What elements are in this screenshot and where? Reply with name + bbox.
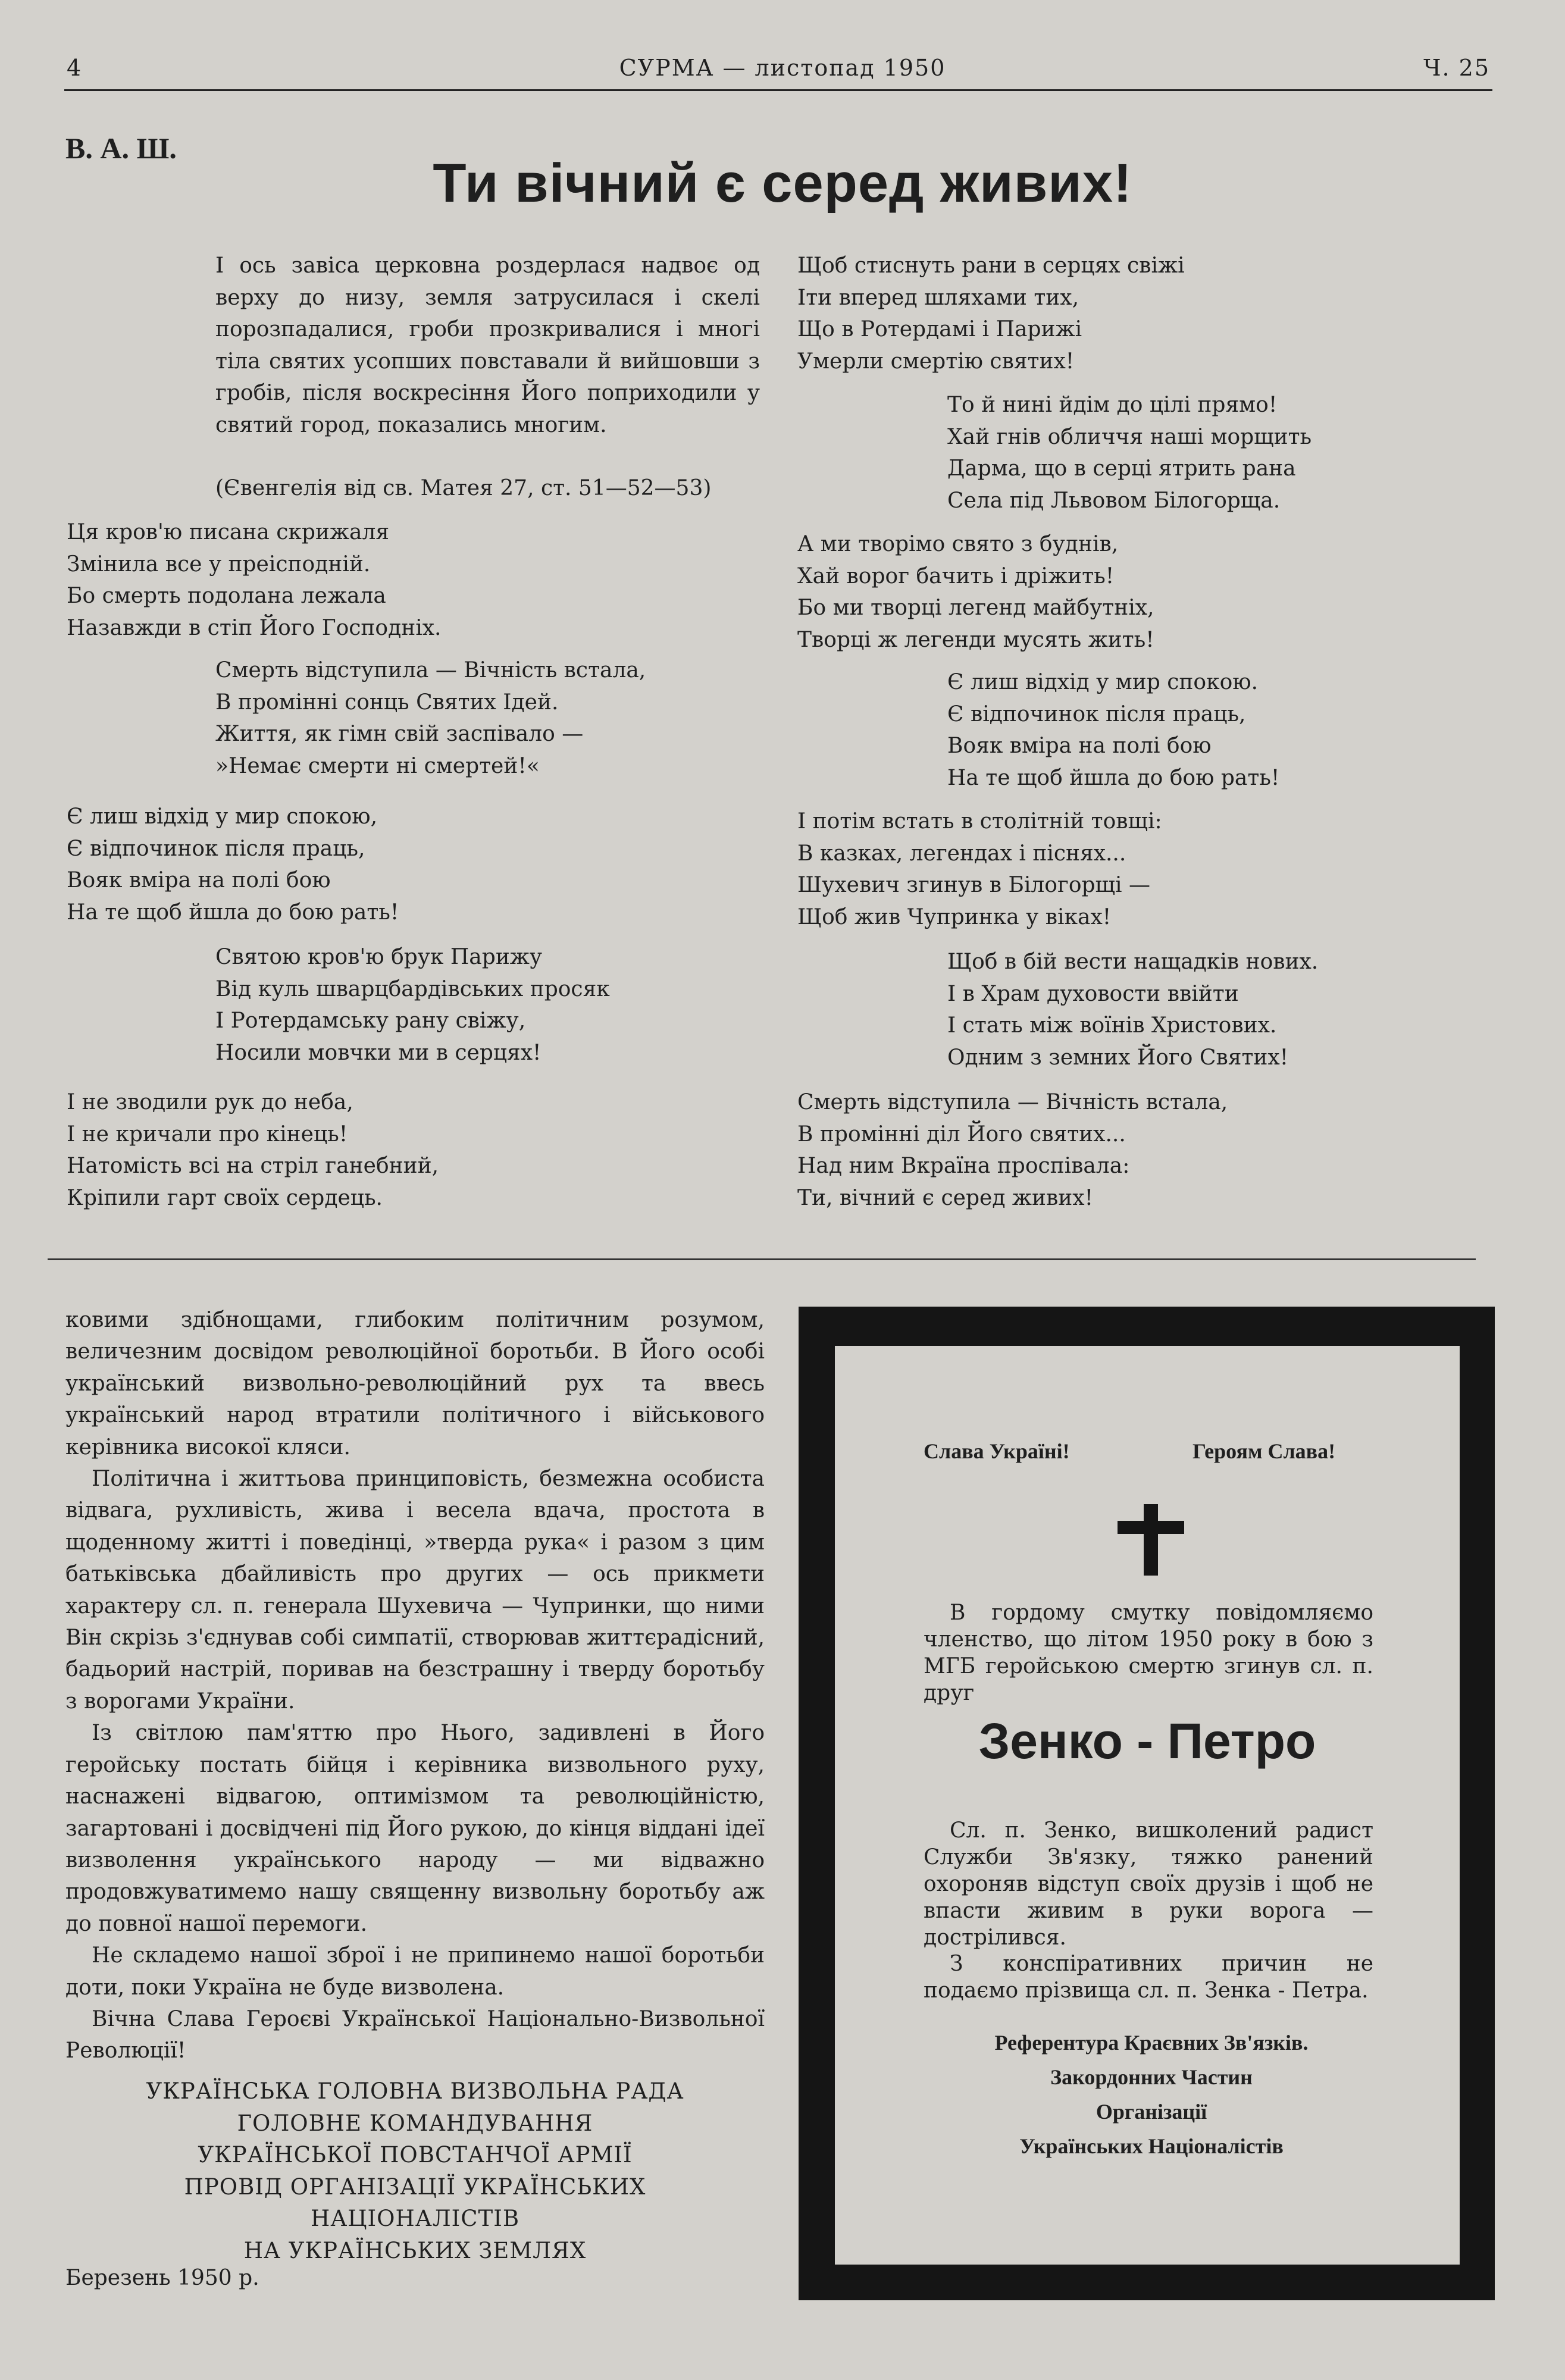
- cross-icon-bar: [1118, 1521, 1184, 1534]
- deceased-name: Зенко - Петро: [978, 1713, 1316, 1769]
- poem-author: В. А. Ш.: [65, 131, 177, 165]
- poem-stanza: Щоб стиснуть рани в серцях свіжі Іти вперед шляхами тих, Що в Ротердамі і Парижі Умерли смертію святих!: [797, 253, 1185, 374]
- poem-stanza: Святою кров'ю брук Парижу Від куль шварцбардівських просяк І Ротердамську рану свіжу, Носили мовчки ми в серцях!: [215, 945, 610, 1065]
- poem-stanza: То й нині йдім до цілі прямо! Хай гнів обличчя наші морщить Дарма, що в серці ятрить рана Села під Львовом Білогорща.: [947, 393, 1312, 513]
- poem-stanza: І потім встать в столітній товщі: В казках, легендах і піснях... Шухевич згинув в Білогорщі — Щоб жив Чупринка у віках!: [797, 809, 1162, 929]
- obituary-slogan-left: Слава Україні!: [924, 1439, 1070, 1463]
- article-signatories: УКРАЇНСЬКА ГОЛОВНА ВИЗВОЛЬНА РАДА ГОЛОВНЕ КОМАНДУВАННЯ УКРАЇНСЬКОЇ ПОВСТАНЧОЇ АРМІЇ ПРОВІД ОРГАНІЗАЦІЇ УКРАЇНСЬКИХ НАЦІОНАЛІСТІВ НА УКРАЇНСЬКИХ ЗЕМЛЯХ: [146, 2078, 684, 2263]
- issue-number: Ч. 25: [1423, 55, 1490, 81]
- cross-icon: [1144, 1504, 1158, 1576]
- poem-stanza: Є лиш відхід у мир спокою, Є відпочинок після праць, Вояк вміра на полі бою На те щоб йшла до бою рать!: [67, 804, 399, 925]
- obituary-description: Сл. п. Зенко, вишколений радист Служби Зв'язку, тяжко ранений охороняв відступ своїх друзів і щоб не впасти живим в руки ворога — дострілився.: [924, 1818, 1373, 1950]
- article-paragraph: Із світлою пам'яттю про Нього, задивлені в Його геройську постать бійця і керівника визвольного руху, наснажені відвагою, оптимізмом та революційністю, загартовані і досвідчені під Його рукою, до кінця віддані ідеї визволення українського народу — ми відважно продовжуватимемо нашу священну визвольну боротьбу аж до повної нашої перемоги.: [65, 1721, 765, 1936]
- poem-stanza: І не зводили рук до неба, І не кричали про кінець! Натомість всі на стріл ганебний, Кріпили гарт своїх сердець.: [67, 1090, 439, 1210]
- poem-stanza: Смерть відступила — Вічність встала, В промінні діл Його святих... Над ним Вкраїна проспівала: Ти, вічний є серед живих!: [797, 1090, 1228, 1210]
- obituary-signature: Референтура Краєвних Зв'язків. Закордонних Частин Організації Українських Націоналістів: [994, 2031, 1309, 2158]
- epigraph-source: (Євенгелія від св. Матея 27, ст. 51—52—53): [215, 476, 712, 500]
- poem-stanza: Ця кров'ю писана скрижаля Змінила все у преісподній. Бо смерть подолана лежала Назавжди в стіп Його Господніх.: [67, 520, 442, 640]
- poem-stanza: Щоб в бій вести нащадків нових. І в Храм духовости ввійти І стать між воїнів Христових. Одним з земних Його Святих!: [947, 950, 1319, 1070]
- article-paragraph: ковими здібнощами, глибоким політичним розумом, величезним досвідом революційної боротьби. В Його особі український визвольно-революційний рух та ввесь український народ втратили політичного і військового керівника високої кляси.: [65, 1308, 765, 1460]
- section-divider: [48, 1258, 1476, 1260]
- article-paragraph: Політична і життьова принциповість, безмежна особиста відвага, рухливість, жива і весела вдача, простота в щоденному житті і поведінці, »тверда рука« і разом з цим батьківська дбайливість про других — ось прикмети характеру сл. п. генерала Шухевича — Чупринки, що ними Він скрізь з'єднував собі симпатії, створював життєрадісний, бадьорий настрій, поривав на безстрашну і тверду боротьбу з ворогами України.: [65, 1467, 765, 1714]
- obituary-announcement: В гордому смутку повідомляємо членство, що літом 1950 року в бою з МГБ геройською смертю згинув сл. п. друг: [924, 1601, 1373, 1705]
- poem-stanza: Смерть відступила — Вічність встала, В промінні сонць Святих Ідей. Життя, як гімн свій заспівало — »Немає смерти ні смертей!«: [215, 658, 646, 778]
- article-date: Березень 1950 р.: [65, 2266, 259, 2290]
- publication-header: СУРМА — листопад 1950: [619, 55, 946, 81]
- poem-stanza: Є лиш відхід у мир спокою. Є відпочинок після праць, Вояк вміра на полі бою На те щоб йшла до бою рать!: [947, 670, 1280, 790]
- poem-stanza: А ми творімо свято з буднів, Хай ворог бачить і дріжить! Бо ми творці легенд майбутніх, Творці ж легенди мусять жить!: [797, 532, 1154, 652]
- article-paragraph: Вічна Слава Героєві Української Національно-Визвольної Революції!: [65, 2006, 765, 2063]
- header-rule: [64, 89, 1492, 91]
- obituary-slogan-right: Героям Слава!: [1192, 1439, 1336, 1463]
- page-number: 4: [67, 55, 83, 81]
- poem-title: Ти вічний є серед живих!: [433, 153, 1132, 214]
- article-body: [65, 1304, 765, 2067]
- article-paragraph: Не складемо нашої зброї і не припинемо нашої боротьби доти, поки Україна не буде визволена.: [65, 1943, 765, 2000]
- poem-epigraph: І ось завіса церковна роздерлася надвоє од верху до низу, земля затрусилася і скелі порозпадалися, гроби прозкривалися і многі тіла святих усопших повставали й вийшовши з гробів, після воскресіння Його поприходили у святий город, показались многим.: [215, 253, 760, 437]
- obituary-note: З конспіративних причин не подаємо прізвища сл. п. Зенка - Петра.: [924, 1952, 1373, 2003]
